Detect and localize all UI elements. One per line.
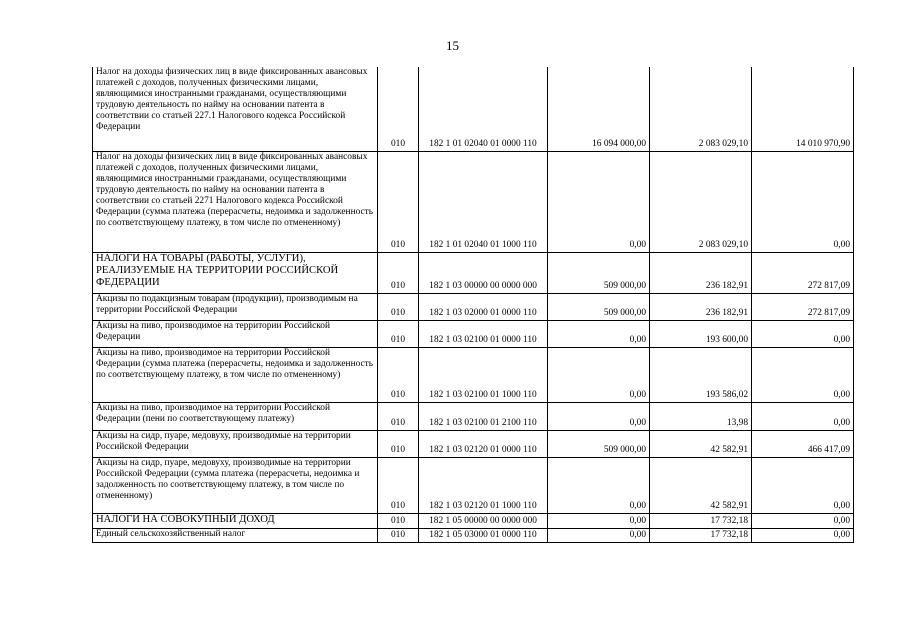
row-approved: 509 000,00 [548,430,650,457]
row-unexecuted: 0,00 [752,347,854,402]
table-row [93,430,854,457]
row-name: НАЛОГИ НА СОВОКУПНЫЙ ДОХОД [93,513,378,528]
row-kbk: 182 1 05 00000 00 0000 000 [419,513,548,528]
table-row [93,402,854,430]
row-code: 010 [378,151,419,252]
row-approved: 0,00 [548,347,650,402]
table-row [93,320,854,347]
table-row [93,513,854,528]
table-row [93,293,854,320]
row-unexecuted: 0,00 [752,402,854,430]
row-unexecuted: 272 817,09 [752,293,854,320]
row-code: 010 [378,402,419,430]
row-executed: 236 182,91 [650,252,752,293]
row-unexecuted: 0,00 [752,528,854,542]
row-name: Акцизы на пиво, производимое на территории Российской Федерации (сумма платежа (перерасчеты, недоимка и задолженность по соответствующему платежу, в том числе по отмененному) [93,347,378,402]
row-code: 010 [378,252,419,293]
row-approved: 0,00 [548,320,650,347]
table-row [93,528,854,542]
row-executed: 42 582,91 [650,457,752,513]
row-approved: 0,00 [548,528,650,542]
row-code: 010 [378,293,419,320]
row-kbk: 182 1 03 02100 01 1000 110 [419,347,548,402]
page-number: 15 [446,38,459,53]
income-report-table [92,67,854,543]
row-code: 010 [378,347,419,402]
row-unexecuted: 0,00 [752,151,854,252]
row-name: Акцизы на пиво, производимое на территории Российской Федерации [93,320,378,347]
row-code: 010 [378,430,419,457]
row-code: 010 [378,320,419,347]
row-name: Акцизы на сидр, пуаре, медовуху, производимые на территории Российской Федерации (сумма платежа (перерасчеты, недоимка и задолженность по соответствующему платежу, в том числе по отмененному) [93,457,378,513]
row-executed: 193 600,00 [650,320,752,347]
row-unexecuted: 0,00 [752,513,854,528]
row-executed: 2 083 029,10 [650,67,752,151]
row-approved: 0,00 [548,457,650,513]
row-name: Единый сельскохозяйственный налог [93,528,378,542]
row-code: 010 [378,457,419,513]
row-approved: 0,00 [548,513,650,528]
row-kbk: 182 1 05 03000 01 0000 110 [419,528,548,542]
row-unexecuted: 272 817,09 [752,252,854,293]
row-approved: 16 094 000,00 [548,67,650,151]
row-executed: 42 582,91 [650,430,752,457]
row-approved: 509 000,00 [548,252,650,293]
row-approved: 0,00 [548,402,650,430]
row-name: Акцизы на сидр, пуаре, медовуху, производимые на территории Российской Федерации [93,430,378,457]
row-code: 010 [378,513,419,528]
row-approved: 0,00 [548,151,650,252]
row-unexecuted: 0,00 [752,457,854,513]
row-code: 010 [378,67,419,151]
row-name: Акцизы по подакцизным товарам (продукции), производимым на территории Российской Федерации [93,293,378,320]
row-executed: 2 083 029,10 [650,151,752,252]
row-kbk: 182 1 01 02040 01 0000 110 [419,67,548,151]
row-kbk: 182 1 03 02120 01 1000 110 [419,457,548,513]
row-kbk: 182 1 03 02100 01 2100 110 [419,402,548,430]
row-unexecuted: 466 417,09 [752,430,854,457]
row-kbk: 182 1 03 00000 00 0000 000 [419,252,548,293]
row-kbk: 182 1 01 02040 01 1000 110 [419,151,548,252]
row-name: Акцизы на пиво, производимое на территории Российской Федерации (пени по соответствующему платежу) [93,402,378,430]
row-name: Налог на доходы физических лиц в виде фиксированных авансовых платежей с доходов, полученных физическими лицами, являющимися иностранными гражданами, осуществляющими трудовую деятельность по найму на основании патента в соответствии со статьей 2271 Налогового кодекса Российской Федерации (сумма платежа (перерасчеты, недоимка и задолженность по соответствующему платежу, в том числе по отмененному) [93,151,378,252]
row-unexecuted: 0,00 [752,320,854,347]
row-executed: 193 586,02 [650,347,752,402]
row-kbk: 182 1 03 02100 01 0000 110 [419,320,548,347]
row-executed: 236 182,91 [650,293,752,320]
row-name: Налог на доходы физических лиц в виде фиксированных авансовых платежей с доходов, полученных физическими лицами, являющимися иностранными гражданами, осуществляющими трудовую деятельность по найму на основании патента в соответствии со статьей 227.1 Налогового кодекса Российской Федерации [93,67,378,151]
table-row [93,347,854,402]
table-row [93,457,854,513]
table-row [93,252,854,293]
row-executed: 17 732,18 [650,513,752,528]
table-row [93,67,854,151]
row-executed: 17 732,18 [650,528,752,542]
row-code: 010 [378,528,419,542]
row-name: НАЛОГИ НА ТОВАРЫ (РАБОТЫ, УСЛУГИ), РЕАЛИЗУЕМЫЕ НА ТЕРРИТОРИИ РОССИЙСКОЙ ФЕДЕРАЦИИ [93,252,378,293]
row-kbk: 182 1 03 02000 01 0000 110 [419,293,548,320]
table-row [93,151,854,252]
row-unexecuted: 14 010 970,90 [752,67,854,151]
row-approved: 509 000,00 [548,293,650,320]
row-executed: 13,98 [650,402,752,430]
row-kbk: 182 1 03 02120 01 0000 110 [419,430,548,457]
